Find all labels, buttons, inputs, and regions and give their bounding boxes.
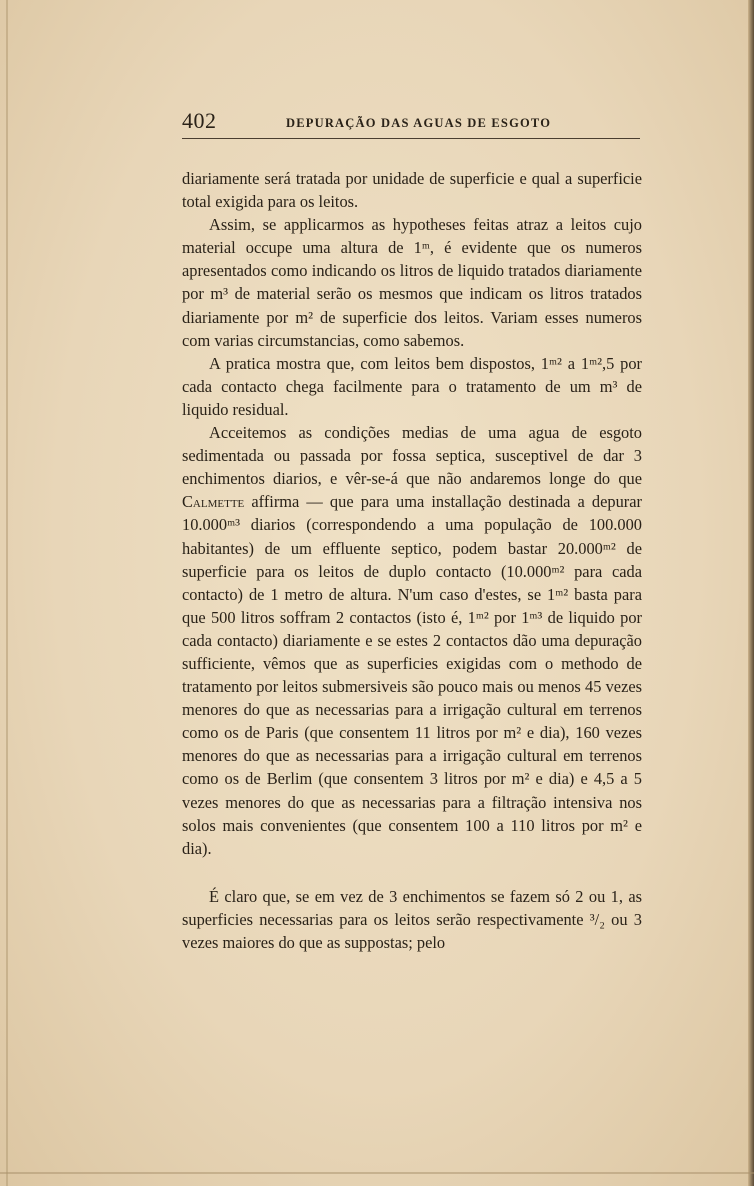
header-rule — [182, 138, 640, 139]
paragraph: A pratica mostra que, com leitos bem dispostos, 1ᵐ² a 1ᵐ²,5 por cada contacto chega facilmente para o tratamento de um m³ de liquido residual. — [182, 353, 642, 419]
paragraph-text: affirma — que para uma installação destinada a depurar 10.000ᵐ³ diarios (correspondendo a uma população de 100.000 habitantes) de um effluente septico, podem bastar 20.000ᵐ² de superficie para os leitos de duplo contacto (10.000ᵐ² para cada contacto) de 1 metro de altura. N'um caso d'estes, se 1ᵐ² basta para que 500 litros soffram 2 contactos (isto é, 1ᵐ² por 1ᵐ³ de liquido por cada contacto) diariamente e se estes 2 contactos dão uma depuração sufficiente, vêmos que as superficies exigidas com o methodo de tratamento por leitos submersiveis são pouco mais ou menos 45 vezes menores do que as necessarias para a irrigação cultural em terrenos como os de Paris (que consentem 11 litros por m² e dia), 160 vezes menores do que as necessarias para a irrigação cultural em terrenos como os de Berlim (que consentem 3 litros por m² e dia) e 4,5 a 5 vezes menores do que as necessarias para a filtração intensiva nos solos mais convenientes (que consentem 100 a 110 litros por m² e dia). — [182, 492, 642, 858]
paragraph-text: Acceitemos as condições medias de uma agua de esgoto sedimentada ou passada por fossa septica, susceptivel de dar 3 enchimentos diarios, e vêr-se-á que não andaremos longe do que — [182, 423, 642, 489]
page-edge-right — [748, 0, 754, 1186]
page-header — [182, 108, 642, 140]
paragraph: Assim, se applicarmos as hypotheses feitas atraz a leitos cujo material occupe uma altura de 1ᵐ, é evidente que os numeros apresentados como indicando os litros de liquido tratados diariamente por m³ de material serão os mesmos que indicam os litros tratados diariamente por m² de superficie dos leitos. Variam esses numeros com varias circumstancias, como sabemos. — [182, 215, 642, 350]
author-name: Calmette — [182, 492, 245, 512]
page-edge-bottom — [0, 1172, 754, 1174]
paragraph — [182, 421, 642, 860]
page-number: 402 — [182, 108, 217, 133]
page-edge-left — [6, 0, 8, 1186]
running-title: DEPURAÇÃO DAS AGUAS DE ESGOTO — [286, 116, 552, 130]
paragraph-continuation: diariamente será tratada por unidade de superficie e qual a superficie total exigida para os leitos. — [182, 169, 642, 212]
paragraph: É claro que, se em vez de 3 enchimentos se fazem só 2 ou 1, as superficies necessarias para os leitos serão respectivamente ³/₂ ou 3 vezes maiores do que as suppostas; pelo — [182, 886, 642, 952]
page-body — [182, 167, 642, 954]
